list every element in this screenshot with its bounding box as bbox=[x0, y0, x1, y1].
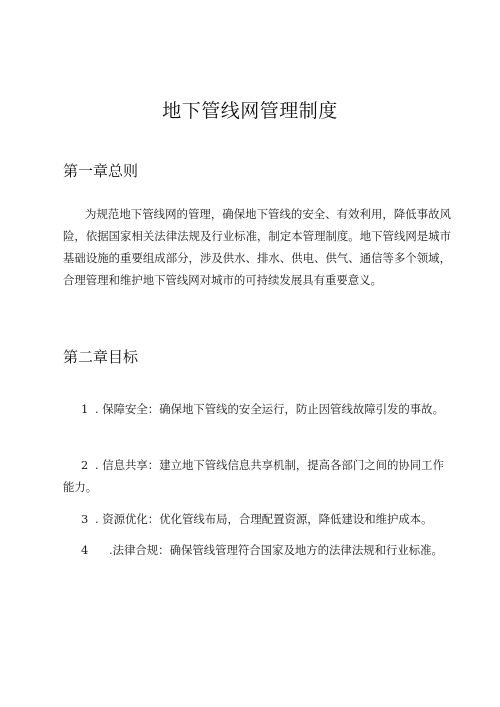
goal-number: 1 bbox=[81, 402, 89, 416]
goal-text: . 资源优化：优化管线布局，合理配置资源，降低建设和维护成本。 bbox=[95, 512, 433, 526]
goal-item bbox=[63, 398, 451, 420]
goal-item bbox=[63, 454, 451, 498]
chapter-2-heading: 第二章目标 bbox=[63, 348, 139, 366]
goal-text: .法律合规：确保管线管理符合国家及地方的法律法规和行业标准。 bbox=[109, 543, 443, 557]
goal-item bbox=[63, 508, 451, 530]
goal-number: 2 bbox=[81, 458, 89, 472]
chapter-1-heading: 第一章总则 bbox=[63, 162, 139, 180]
goal-number: 4 bbox=[81, 543, 89, 557]
goal-item bbox=[63, 539, 451, 561]
goal-text: . 信息共享：建立地下管线信息共享机制，提高各部门之间的协同工作能力。 bbox=[63, 458, 444, 494]
goal-text: . 保障安全：确保地下管线的安全运行，防止因管线故障引发的事故。 bbox=[95, 402, 444, 416]
chapter-1-paragraph: 为规范地下管线网的管理，确保地下管线的安全、有效利用，降低事故风险，依据国家相关法律法规及行业标准，制定本管理制度。地下管线网是城市基础设施的重要组成部分，涉及供水、排水、供电、供气、通信等多个领域，合理管理和维护地下管线网对城市的可持续发展具有重要意义。 bbox=[63, 207, 451, 287]
document-title: 地下管线网管理制度 bbox=[162, 100, 338, 122]
goal-number: 3 bbox=[81, 512, 89, 526]
